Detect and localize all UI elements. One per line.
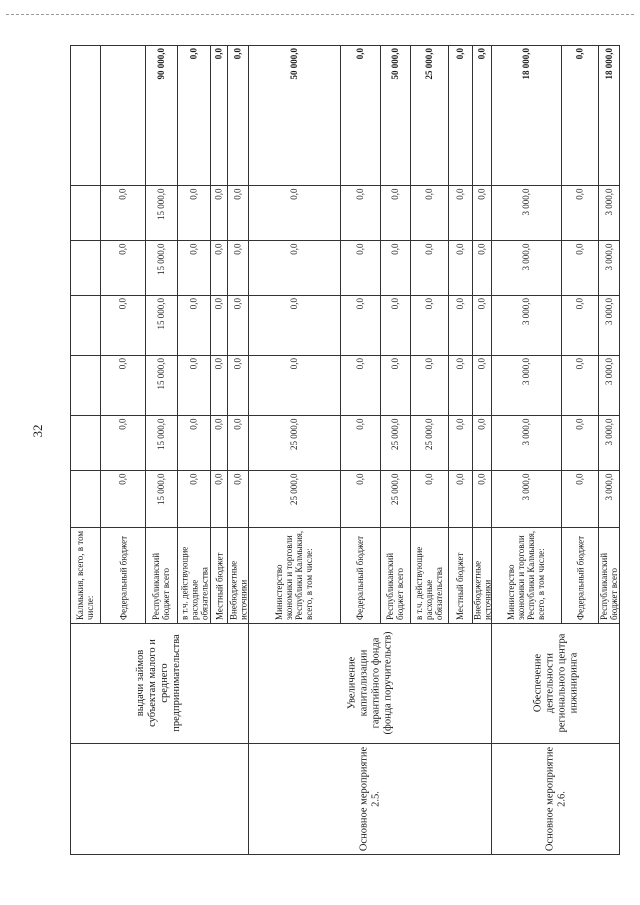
source-label-cell-text: Федеральный бюджет <box>117 535 128 620</box>
year-value-cell-text: 0,0 <box>232 418 242 430</box>
year-value-cell <box>561 185 598 240</box>
year-value-cell-text: 3 000,0 <box>603 188 614 215</box>
year-value-cell-text: 0,0 <box>423 473 434 485</box>
year-value-cell-text: 0,0 <box>389 358 400 370</box>
year-value-cell-text: 15 000,0 <box>155 418 166 450</box>
year-value-cell-text: 25 000,0 <box>389 473 400 505</box>
total-value-cell <box>380 45 410 185</box>
year-value-cell-text: 3 000,0 <box>603 473 614 500</box>
total-value-cell-text <box>101 48 144 182</box>
year-value-cell-text: 25 000,0 <box>288 473 299 505</box>
year-value-cell <box>380 470 410 527</box>
measure-title-cell <box>491 623 620 743</box>
year-value-cell <box>248 470 340 527</box>
year-value-cell-text: 0,0 <box>232 188 242 200</box>
source-label-cell-text: Республиканский бюджет всего <box>385 552 405 620</box>
year-value-cell-text: 0,0 <box>188 358 198 370</box>
year-value-cell-text: 0,0 <box>423 188 434 200</box>
year-value-cell <box>340 240 380 295</box>
year-value-cell-text: 0,0 <box>574 418 584 430</box>
source-label-cell <box>210 527 227 623</box>
year-value-cell-text: 15 000,0 <box>155 473 166 505</box>
year-value-cell-text: 0,0 <box>454 418 465 430</box>
year-value-cell <box>145 295 177 355</box>
year-value-cell <box>410 355 448 415</box>
table-grid-line <box>70 527 620 528</box>
year-value-cell <box>340 470 380 527</box>
table-grid-line <box>70 470 620 471</box>
year-value-cell-text: 0,0 <box>288 298 299 310</box>
year-value-cell-text: 0,0 <box>423 358 434 370</box>
year-value-cell <box>472 355 491 415</box>
year-value-cell-text: 0,0 <box>454 473 465 485</box>
year-value-cell <box>380 295 410 355</box>
year-value-cell <box>340 415 380 470</box>
source-label-cell-text: Внебюджетные источники <box>472 560 491 620</box>
year-value-cell <box>177 185 210 240</box>
year-value-cell <box>145 355 177 415</box>
year-value-cell <box>410 415 448 470</box>
year-value-cell <box>448 295 472 355</box>
year-value-cell <box>227 415 248 470</box>
table-grid-line <box>70 355 620 356</box>
year-value-cell <box>248 415 340 470</box>
source-label-cell <box>145 527 177 623</box>
year-value-cell-text: 0,0 <box>117 243 127 255</box>
year-value-cell <box>598 355 620 415</box>
year-value-cell <box>491 355 561 415</box>
year-value-cell-text: 0,0 <box>389 243 400 255</box>
total-value-cell <box>410 45 448 185</box>
year-value-cell-text: 0,0 <box>232 473 242 485</box>
total-value-cell-text: 0,0 <box>454 48 465 60</box>
total-value-cell <box>248 45 340 185</box>
measure-title-cell-text: выдачи займов субъектам малого и среднего предпринимательства <box>135 634 182 732</box>
year-value-cell <box>340 355 380 415</box>
year-value-cell <box>472 470 491 527</box>
year-value-cell <box>598 470 620 527</box>
total-value-cell <box>598 45 620 185</box>
year-value-cell-text: 0,0 <box>476 188 486 200</box>
year-value-cell <box>70 355 100 415</box>
measure-number-cell <box>491 743 620 855</box>
year-value-cell-text <box>71 473 99 524</box>
measure-title-cell <box>248 623 491 743</box>
measure-number-cell-text: Основное мероприятие 2.5. <box>357 746 381 852</box>
year-value-cell <box>561 470 598 527</box>
source-label-cell <box>70 527 100 623</box>
year-value-cell-text: 0,0 <box>117 188 127 200</box>
year-value-cell <box>70 415 100 470</box>
year-value-cell <box>210 240 227 295</box>
year-value-cell <box>100 295 145 355</box>
year-value-cell-text: 3 000,0 <box>603 418 614 445</box>
source-label-cell-text: в т.ч. действующие расходные обязательства <box>414 546 444 620</box>
total-value-cell <box>448 45 472 185</box>
year-value-cell-text: 0,0 <box>454 188 465 200</box>
source-label-cell-text: Министерство экономики и торговли Республики Калмыкия, всего, в том числе: <box>274 530 314 620</box>
total-value-cell-text: 0,0 <box>188 48 198 60</box>
table-grid-line <box>70 743 620 744</box>
year-value-cell-text: 0,0 <box>117 473 127 485</box>
source-label-cell <box>448 527 472 623</box>
year-value-cell-text: 0,0 <box>288 358 299 370</box>
table-grid-line <box>70 623 620 624</box>
year-value-cell-text: 0,0 <box>188 243 198 255</box>
measure-title-cell-text: Обеспечение деятельности регионального центра инжиниринга <box>531 633 579 733</box>
total-value-cell-text <box>71 48 99 182</box>
source-label-cell <box>100 527 145 623</box>
source-label-cell <box>177 527 210 623</box>
source-label-cell <box>248 527 340 623</box>
year-value-cell-text: 0,0 <box>232 358 242 370</box>
year-value-cell <box>70 185 100 240</box>
year-value-cell-text: 0,0 <box>354 358 365 370</box>
year-value-cell-text: 0,0 <box>454 298 465 310</box>
year-value-cell-text: 3 000,0 <box>603 358 614 385</box>
year-value-cell-text: 3 000,0 <box>520 473 531 500</box>
total-value-cell <box>227 45 248 185</box>
year-value-cell <box>100 470 145 527</box>
year-value-cell <box>561 355 598 415</box>
source-label-cell <box>340 527 380 623</box>
year-value-cell <box>491 415 561 470</box>
year-value-cell <box>491 470 561 527</box>
year-value-cell-text: 0,0 <box>232 298 242 310</box>
year-value-cell-text: 15 000,0 <box>155 188 166 220</box>
measure-number-cell <box>248 743 491 855</box>
year-value-cell <box>70 240 100 295</box>
year-value-cell-text: 0,0 <box>574 298 584 310</box>
year-value-cell-text: 0,0 <box>117 298 127 310</box>
total-value-cell-text: 0,0 <box>354 48 365 60</box>
budget-table <box>70 45 620 855</box>
year-value-cell <box>472 240 491 295</box>
year-value-cell-text: 0,0 <box>476 473 486 485</box>
year-value-cell-text: 0,0 <box>574 188 584 200</box>
year-value-cell-text: 3 000,0 <box>520 243 531 270</box>
year-value-cell-text: 0,0 <box>213 298 223 310</box>
year-value-cell <box>210 355 227 415</box>
year-value-cell-text: 0,0 <box>288 243 299 255</box>
total-value-cell <box>145 45 177 185</box>
year-value-cell <box>248 185 340 240</box>
year-value-cell <box>340 185 380 240</box>
table-grid-line <box>70 295 620 296</box>
measure-number-cell <box>70 743 248 855</box>
source-label-cell <box>410 527 448 623</box>
year-value-cell <box>100 185 145 240</box>
year-value-cell <box>100 415 145 470</box>
year-value-cell-text: 0,0 <box>188 298 198 310</box>
year-value-cell-text <box>71 358 99 412</box>
year-value-cell <box>248 355 340 415</box>
year-value-cell-text: 0,0 <box>354 418 365 430</box>
source-label-cell-text: Министерство экономики и торговли Республики Калмыкия, всего, в том числе: <box>506 530 546 620</box>
source-label-cell-text: Федеральный бюджет <box>574 535 585 620</box>
year-value-cell-text <box>71 418 99 467</box>
year-value-cell-text: 0,0 <box>389 298 400 310</box>
year-value-cell-text <box>71 243 99 292</box>
year-value-cell-text: 0,0 <box>574 358 584 370</box>
year-value-cell-text: 0,0 <box>117 418 127 430</box>
year-value-cell-text: 0,0 <box>423 298 434 310</box>
year-value-cell <box>448 470 472 527</box>
source-label-cell-text: Калмыкия, всего, в том числе: <box>75 530 95 620</box>
year-value-cell-text: 0,0 <box>288 188 299 200</box>
year-value-cell <box>380 355 410 415</box>
total-value-cell <box>210 45 227 185</box>
total-value-cell <box>561 45 598 185</box>
top-dashed-line <box>6 14 634 15</box>
year-value-cell-text: 0,0 <box>117 358 127 370</box>
year-value-cell-text: 25 000,0 <box>389 418 400 450</box>
year-value-cell-text: 0,0 <box>213 243 223 255</box>
year-value-cell <box>448 355 472 415</box>
year-value-cell <box>380 240 410 295</box>
year-value-cell <box>145 415 177 470</box>
total-value-cell <box>491 45 561 185</box>
total-value-cell-text: 50 000,0 <box>389 48 400 80</box>
year-value-cell-text: 3 000,0 <box>520 188 531 215</box>
year-value-cell <box>448 185 472 240</box>
year-value-cell <box>472 185 491 240</box>
year-value-cell <box>410 295 448 355</box>
total-value-cell-text: 18 000,0 <box>520 48 531 80</box>
year-value-cell <box>248 295 340 355</box>
year-value-cell <box>100 355 145 415</box>
year-value-cell <box>70 295 100 355</box>
total-value-cell <box>100 45 145 185</box>
year-value-cell <box>472 295 491 355</box>
source-label-cell-text: Внебюджетные источники <box>227 560 248 620</box>
year-value-cell-text: 0,0 <box>232 243 242 255</box>
source-label-cell-text: Местный бюджет <box>455 552 465 620</box>
year-value-cell-text: 15 000,0 <box>155 358 166 390</box>
year-value-cell <box>100 240 145 295</box>
total-value-cell <box>177 45 210 185</box>
source-label-cell <box>561 527 598 623</box>
year-value-cell-text: 3 000,0 <box>520 298 531 325</box>
year-value-cell-text: 25 000,0 <box>288 418 299 450</box>
table-grid-line <box>70 240 620 241</box>
year-value-cell-text: 3 000,0 <box>520 358 531 385</box>
year-value-cell <box>227 240 248 295</box>
total-value-cell-text: 0,0 <box>213 48 223 60</box>
year-value-cell <box>491 185 561 240</box>
year-value-cell <box>248 240 340 295</box>
measure-number-cell-text: Основное мероприятие 2.6. <box>543 746 567 852</box>
year-value-cell-text: 0,0 <box>188 188 198 200</box>
year-value-cell-text: 0,0 <box>423 243 434 255</box>
year-value-cell <box>598 240 620 295</box>
total-value-cell-text: 18 000,0 <box>603 48 614 80</box>
year-value-cell <box>227 470 248 527</box>
total-value-cell <box>340 45 380 185</box>
year-value-cell <box>210 470 227 527</box>
table-grid-line <box>70 415 620 416</box>
year-value-cell <box>598 185 620 240</box>
source-label-cell-text: в т.ч. действующие расходные обязательства <box>178 546 209 620</box>
year-value-cell-text: 0,0 <box>574 473 584 485</box>
year-value-cell <box>598 295 620 355</box>
year-value-cell-text: 0,0 <box>354 188 365 200</box>
year-value-cell-text: 0,0 <box>213 358 223 370</box>
source-label-cell-text: Местный бюджет <box>213 552 224 620</box>
page-number: 32 <box>30 424 45 438</box>
year-value-cell <box>177 295 210 355</box>
year-value-cell <box>380 415 410 470</box>
year-value-cell <box>340 295 380 355</box>
year-value-cell <box>227 295 248 355</box>
year-value-cell <box>177 415 210 470</box>
source-label-cell-text: Федеральный бюджет <box>355 535 365 620</box>
source-label-cell-text: Республиканский бюджет всего <box>151 552 171 620</box>
total-value-cell-text: 0,0 <box>574 48 584 60</box>
year-value-cell-text: 0,0 <box>574 243 584 255</box>
year-value-cell <box>70 470 100 527</box>
year-value-cell <box>227 355 248 415</box>
year-value-cell-text <box>71 188 99 237</box>
year-value-cell-text: 0,0 <box>213 188 223 200</box>
year-value-cell <box>227 185 248 240</box>
total-value-cell <box>472 45 491 185</box>
year-value-cell <box>561 240 598 295</box>
total-value-cell <box>70 45 100 185</box>
year-value-cell-text: 15 000,0 <box>155 243 166 275</box>
year-value-cell-text: 0,0 <box>188 473 198 485</box>
year-value-cell <box>410 185 448 240</box>
year-value-cell <box>380 185 410 240</box>
year-value-cell-text: 0,0 <box>354 473 365 485</box>
source-label-cell <box>227 527 248 623</box>
table-grid-line <box>70 185 620 186</box>
source-label-cell <box>598 527 620 623</box>
year-value-cell <box>491 240 561 295</box>
year-value-cell-text: 0,0 <box>476 418 486 430</box>
year-value-cell <box>145 470 177 527</box>
source-label-cell-text: Республиканский бюджет всего <box>599 552 619 620</box>
year-value-cell-text: 3 000,0 <box>520 418 531 445</box>
year-value-cell-text: 15 000,0 <box>155 298 166 330</box>
year-value-cell <box>177 470 210 527</box>
year-value-cell <box>410 240 448 295</box>
year-value-cell <box>598 415 620 470</box>
total-value-cell-text: 25 000,0 <box>423 48 434 80</box>
year-value-cell-text: 3 000,0 <box>603 243 614 270</box>
year-value-cell-text: 0,0 <box>213 473 223 485</box>
year-value-cell-text: 0,0 <box>454 358 465 370</box>
year-value-cell <box>491 295 561 355</box>
measure-title-cell <box>70 623 248 743</box>
year-value-cell-text: 0,0 <box>354 243 365 255</box>
year-value-cell-text <box>71 298 99 352</box>
year-value-cell-text: 0,0 <box>188 418 198 430</box>
year-value-cell <box>561 295 598 355</box>
year-value-cell <box>472 415 491 470</box>
year-value-cell-text: 0,0 <box>454 243 465 255</box>
year-value-cell <box>145 185 177 240</box>
year-value-cell <box>177 355 210 415</box>
total-value-cell-text: 0,0 <box>232 48 242 60</box>
year-value-cell-text: 0,0 <box>213 418 223 430</box>
total-value-cell-text: 90 000,0 <box>155 48 166 80</box>
year-value-cell-text: 3 000,0 <box>603 298 614 325</box>
year-value-cell-text: 0,0 <box>354 298 365 310</box>
year-value-cell <box>210 415 227 470</box>
total-value-cell-text: 50 000,0 <box>288 48 299 80</box>
measure-title-cell-text: Увеличение капитализации гарантийного фонда (фонда поручительств) <box>345 631 393 735</box>
year-value-cell-text: 0,0 <box>389 188 400 200</box>
year-value-cell <box>561 415 598 470</box>
source-label-cell <box>380 527 410 623</box>
year-value-cell <box>448 240 472 295</box>
year-value-cell <box>210 185 227 240</box>
year-value-cell-text: 25 000,0 <box>423 418 434 450</box>
total-value-cell-text: 0,0 <box>476 48 486 60</box>
year-value-cell <box>210 295 227 355</box>
year-value-cell <box>145 240 177 295</box>
year-value-cell-text: 0,0 <box>476 243 486 255</box>
source-label-cell <box>491 527 561 623</box>
year-value-cell <box>410 470 448 527</box>
year-value-cell <box>448 415 472 470</box>
year-value-cell-text: 0,0 <box>476 358 486 370</box>
year-value-cell <box>177 240 210 295</box>
source-label-cell <box>472 527 491 623</box>
year-value-cell-text: 0,0 <box>476 298 486 310</box>
measure-number-cell-text <box>71 746 247 852</box>
